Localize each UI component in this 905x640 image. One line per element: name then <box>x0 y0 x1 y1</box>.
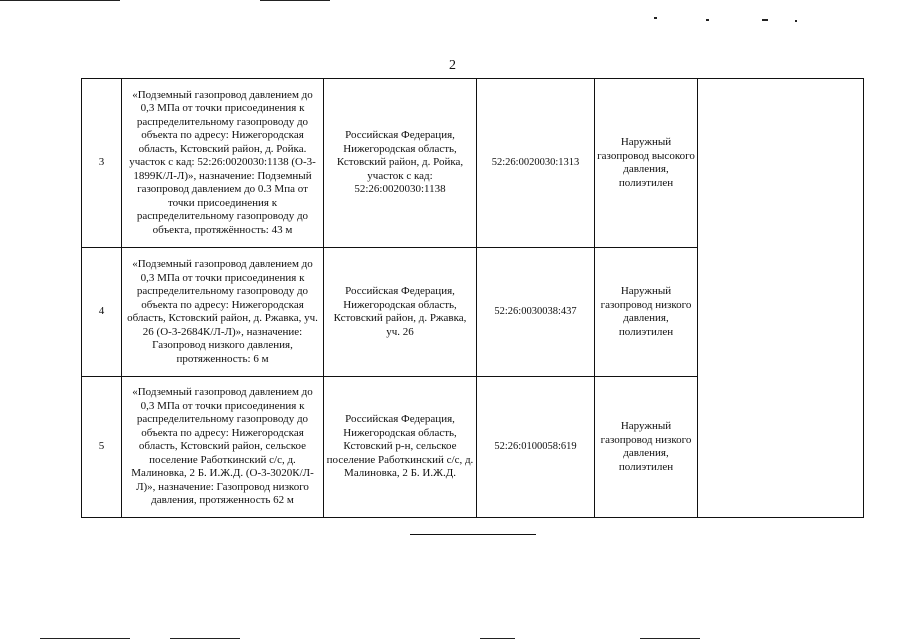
row-number: 4 <box>82 248 122 377</box>
scan-mark <box>480 638 515 639</box>
row-number: 3 <box>82 79 122 248</box>
scan-mark <box>170 638 240 639</box>
object-address: Российская Федерация, Нижегородская область, Кстовский район, д. Ройка, участок с кад: 52:26:0020030:1138 <box>324 79 477 248</box>
object-description: «Подземный газопровод давлением до 0,3 МПа от точки присоединения к распределительному газопроводу до объекта по адресу: Нижегородская область, Кстовский район, сельское поселение Работкинский с/с, д. Малиновка, 2 Б. И.Ж.Д. (О-3-3020К/Л-Л)», назначение: Газопровод низкого давления, протяженность 62 м <box>122 377 324 518</box>
scan-mark <box>260 0 330 1</box>
scan-mark <box>40 638 130 639</box>
cadastral-number: 52:26:0020030:1313 <box>477 79 595 248</box>
scan-mark <box>706 19 709 21</box>
notes-cell <box>698 79 864 518</box>
object-type: Наружный газопровод низкого давления, полиэтилен <box>595 377 698 518</box>
object-type: Наружный газопровод низкого давления, полиэтилен <box>595 248 698 377</box>
object-address: Российская Федерация, Нижегородская область, Кстовский р-н, сельское поселение Работкинский с/с, д. Малиновка, 2 Б. И.Ж.Д. <box>324 377 477 518</box>
cadastral-number: 52:26:0100058:619 <box>477 377 595 518</box>
page-number: 2 <box>449 58 456 73</box>
gas-pipeline-table <box>81 78 864 518</box>
object-type: Наружный газопровод высокого давления, полиэтилен <box>595 79 698 248</box>
cadastral-number: 52:26:0030038:437 <box>477 248 595 377</box>
row-number: 5 <box>82 377 122 518</box>
object-description: «Подземный газопровод давлением до 0,3 МПа от точки присоединения к распределительному газопроводу до объекта по адресу: Нижегородская область, Кстовский район, д. Ройка. участок с кад: 52:26:0020030:1138 (О-3-1899К/Л-Л)», назначение: Подземный газопровод давлением до 0.3 Мпа от точки присоединения к распределительному газопроводу до объекта, протяжённость: 43 м <box>122 79 324 248</box>
scan-mark <box>640 638 700 639</box>
scan-mark <box>762 19 768 21</box>
end-separator-line <box>410 534 536 535</box>
scan-mark <box>795 20 797 22</box>
table-row <box>82 79 864 248</box>
object-description: «Подземный газопровод давлением до 0,3 МПа от точки присоединения к распределительному газопроводу до объекта по адресу: Нижегородская область, Кстовский район, д. Ржавка, уч. 26 (О-3-2684К/Л-Л)», назначение: Газопровод низкого давления, протяженность: 6 м <box>122 248 324 377</box>
scan-mark <box>654 17 657 19</box>
object-address: Российская Федерация, Нижегородская область, Кстовский район, д. Ржавка, уч. 26 <box>324 248 477 377</box>
scan-mark <box>0 0 120 1</box>
